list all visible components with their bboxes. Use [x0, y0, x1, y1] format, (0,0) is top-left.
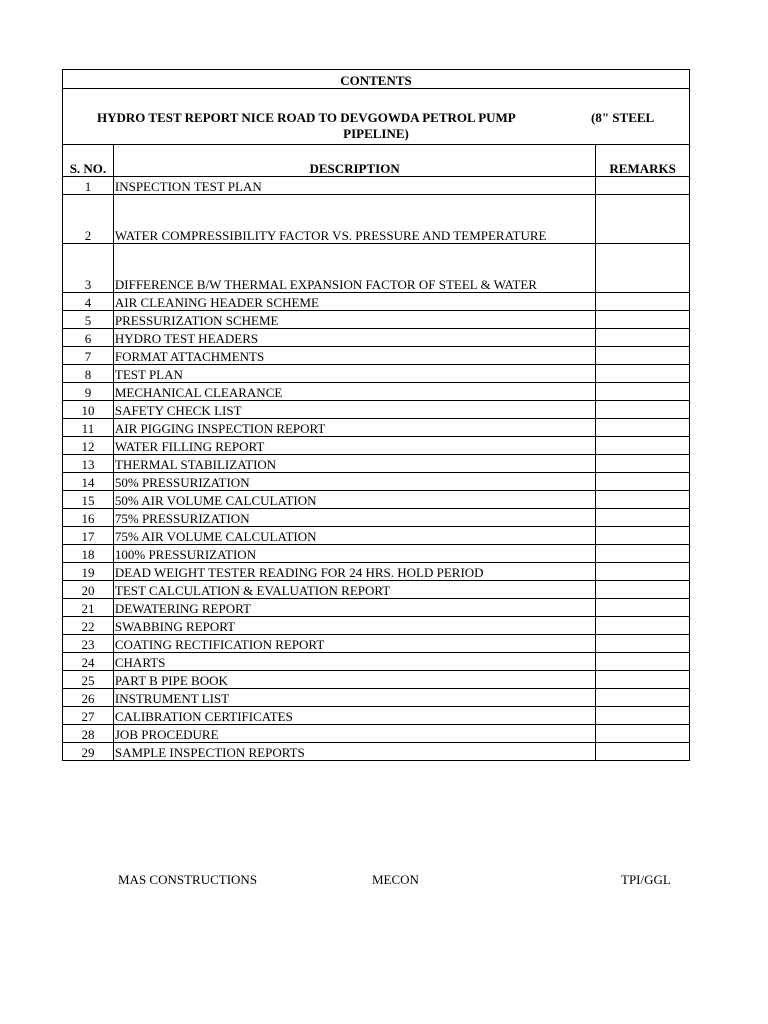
table-row — [63, 599, 690, 617]
row-remarks — [596, 365, 690, 383]
row-description: CHARTS — [113, 653, 595, 671]
table-row — [63, 311, 690, 329]
row-description: CALIBRATION CERTIFICATES — [113, 707, 595, 725]
row-sno: 16 — [63, 509, 114, 527]
column-header-description: DESCRIPTION — [113, 145, 595, 177]
table-row — [63, 347, 690, 365]
row-sno: 19 — [63, 563, 114, 581]
table-row — [63, 437, 690, 455]
row-description: INSTRUMENT LIST — [113, 689, 595, 707]
table-row — [63, 455, 690, 473]
row-remarks — [596, 491, 690, 509]
row-description: SAMPLE INSPECTION REPORTS — [113, 743, 595, 761]
row-remarks — [596, 671, 690, 689]
row-description: WATER COMPRESSIBILITY FACTOR VS. PRESSURE AND TEMPERATURE — [113, 195, 595, 244]
row-sno: 22 — [63, 617, 114, 635]
table-row — [63, 365, 690, 383]
table-row — [63, 491, 690, 509]
row-remarks — [596, 293, 690, 311]
row-description: 75% PRESSURIZATION — [113, 509, 595, 527]
row-description: JOB PROCEDURE — [113, 725, 595, 743]
row-remarks — [596, 401, 690, 419]
report-title-line1-suffix: (8" STEEL — [591, 110, 655, 125]
row-remarks — [596, 689, 690, 707]
row-sno: 11 — [63, 419, 114, 437]
contents-table-body — [63, 70, 690, 761]
row-sno: 2 — [63, 195, 114, 244]
row-sno: 23 — [63, 635, 114, 653]
row-description: 75% AIR VOLUME CALCULATION — [113, 527, 595, 545]
table-row — [63, 383, 690, 401]
row-remarks — [596, 707, 690, 725]
row-description: SWABBING REPORT — [113, 617, 595, 635]
row-remarks — [596, 527, 690, 545]
row-sno: 17 — [63, 527, 114, 545]
row-sno: 24 — [63, 653, 114, 671]
row-sno: 18 — [63, 545, 114, 563]
row-description: TEST PLAN — [113, 365, 595, 383]
row-description: THERMAL STABILIZATION — [113, 455, 595, 473]
contents-table — [62, 69, 690, 761]
report-title-line1: HYDRO TEST REPORT NICE ROAD TO DEVGOWDA PETROL PUMP — [97, 110, 516, 125]
row-remarks — [596, 599, 690, 617]
row-sno: 10 — [63, 401, 114, 419]
row-remarks — [596, 347, 690, 365]
row-remarks — [596, 725, 690, 743]
signature-tpi-ggl: TPI/GGL — [621, 872, 671, 887]
row-sno: 7 — [63, 347, 114, 365]
row-sno: 27 — [63, 707, 114, 725]
table-row — [63, 653, 690, 671]
contents-header-row — [63, 70, 690, 89]
row-remarks — [596, 509, 690, 527]
row-sno: 1 — [63, 177, 114, 195]
row-remarks — [596, 455, 690, 473]
row-sno: 12 — [63, 437, 114, 455]
row-remarks — [596, 653, 690, 671]
signature-mas-constructions: MAS CONSTRUCTIONS — [118, 872, 258, 887]
row-sno: 29 — [63, 743, 114, 761]
table-row — [63, 401, 690, 419]
row-remarks — [596, 195, 690, 244]
column-header-sno: S. NO. — [63, 145, 114, 177]
table-row — [63, 689, 690, 707]
column-header-remarks: REMARKS — [596, 145, 690, 177]
row-description: 50% PRESSURIZATION — [113, 473, 595, 491]
report-title-line2: PIPELINE) — [343, 126, 409, 141]
row-remarks — [596, 437, 690, 455]
row-sno: 20 — [63, 581, 114, 599]
row-sno: 3 — [63, 244, 114, 293]
row-sno: 9 — [63, 383, 114, 401]
row-remarks — [596, 581, 690, 599]
row-sno: 25 — [63, 671, 114, 689]
row-description: DEWATERING REPORT — [113, 599, 595, 617]
row-description: COATING RECTIFICATION REPORT — [113, 635, 595, 653]
row-description: PART B PIPE BOOK — [113, 671, 595, 689]
table-row — [63, 177, 690, 195]
row-remarks — [596, 743, 690, 761]
table-row — [63, 545, 690, 563]
row-sno: 5 — [63, 311, 114, 329]
table-row — [63, 509, 690, 527]
row-remarks — [596, 473, 690, 491]
row-sno: 4 — [63, 293, 114, 311]
table-row — [63, 527, 690, 545]
row-description: AIR CLEANING HEADER SCHEME — [113, 293, 595, 311]
column-header-row — [63, 145, 690, 177]
table-row — [63, 329, 690, 347]
table-row — [63, 419, 690, 437]
row-description: MECHANICAL CLEARANCE — [113, 383, 595, 401]
row-description: 50% AIR VOLUME CALCULATION — [113, 491, 595, 509]
row-description: HYDRO TEST HEADERS — [113, 329, 595, 347]
row-description: FORMAT ATTACHMENTS — [113, 347, 595, 365]
contents-label: CONTENTS — [63, 70, 690, 89]
table-row — [63, 293, 690, 311]
row-description: INSPECTION TEST PLAN — [113, 177, 595, 195]
row-description: 100% PRESSURIZATION — [113, 545, 595, 563]
table-row — [63, 195, 690, 244]
row-sno: 28 — [63, 725, 114, 743]
row-remarks — [596, 545, 690, 563]
table-row — [63, 244, 690, 293]
row-description: DIFFERENCE B/W THERMAL EXPANSION FACTOR OF STEEL & WATER — [113, 244, 595, 293]
table-row — [63, 725, 690, 743]
table-row — [63, 635, 690, 653]
signature-block — [0, 872, 768, 890]
row-remarks — [596, 617, 690, 635]
row-description: DEAD WEIGHT TESTER READING FOR 24 HRS. HOLD PERIOD — [113, 563, 595, 581]
row-description: PRESSURIZATION SCHEME — [113, 311, 595, 329]
table-row — [63, 707, 690, 725]
row-sno: 6 — [63, 329, 114, 347]
row-sno: 26 — [63, 689, 114, 707]
row-remarks — [596, 419, 690, 437]
row-remarks — [596, 244, 690, 293]
row-description: SAFETY CHECK LIST — [113, 401, 595, 419]
row-description: WATER FILLING REPORT — [113, 437, 595, 455]
row-sno: 21 — [63, 599, 114, 617]
row-remarks — [596, 635, 690, 653]
table-row — [63, 581, 690, 599]
row-remarks — [596, 177, 690, 195]
report-title — [65, 89, 687, 144]
table-row — [63, 563, 690, 581]
row-remarks — [596, 383, 690, 401]
row-remarks — [596, 311, 690, 329]
row-description: AIR PIGGING INSPECTION REPORT — [113, 419, 595, 437]
table-row — [63, 473, 690, 491]
report-title-row — [63, 89, 690, 145]
report-title-cell — [63, 89, 690, 145]
row-sno: 15 — [63, 491, 114, 509]
table-row — [63, 671, 690, 689]
signature-mecon: MECON — [372, 872, 419, 887]
row-sno: 14 — [63, 473, 114, 491]
table-row — [63, 617, 690, 635]
row-description: TEST CALCULATION & EVALUATION REPORT — [113, 581, 595, 599]
row-remarks — [596, 329, 690, 347]
row-sno: 8 — [63, 365, 114, 383]
table-row — [63, 743, 690, 761]
row-sno: 13 — [63, 455, 114, 473]
row-remarks — [596, 563, 690, 581]
